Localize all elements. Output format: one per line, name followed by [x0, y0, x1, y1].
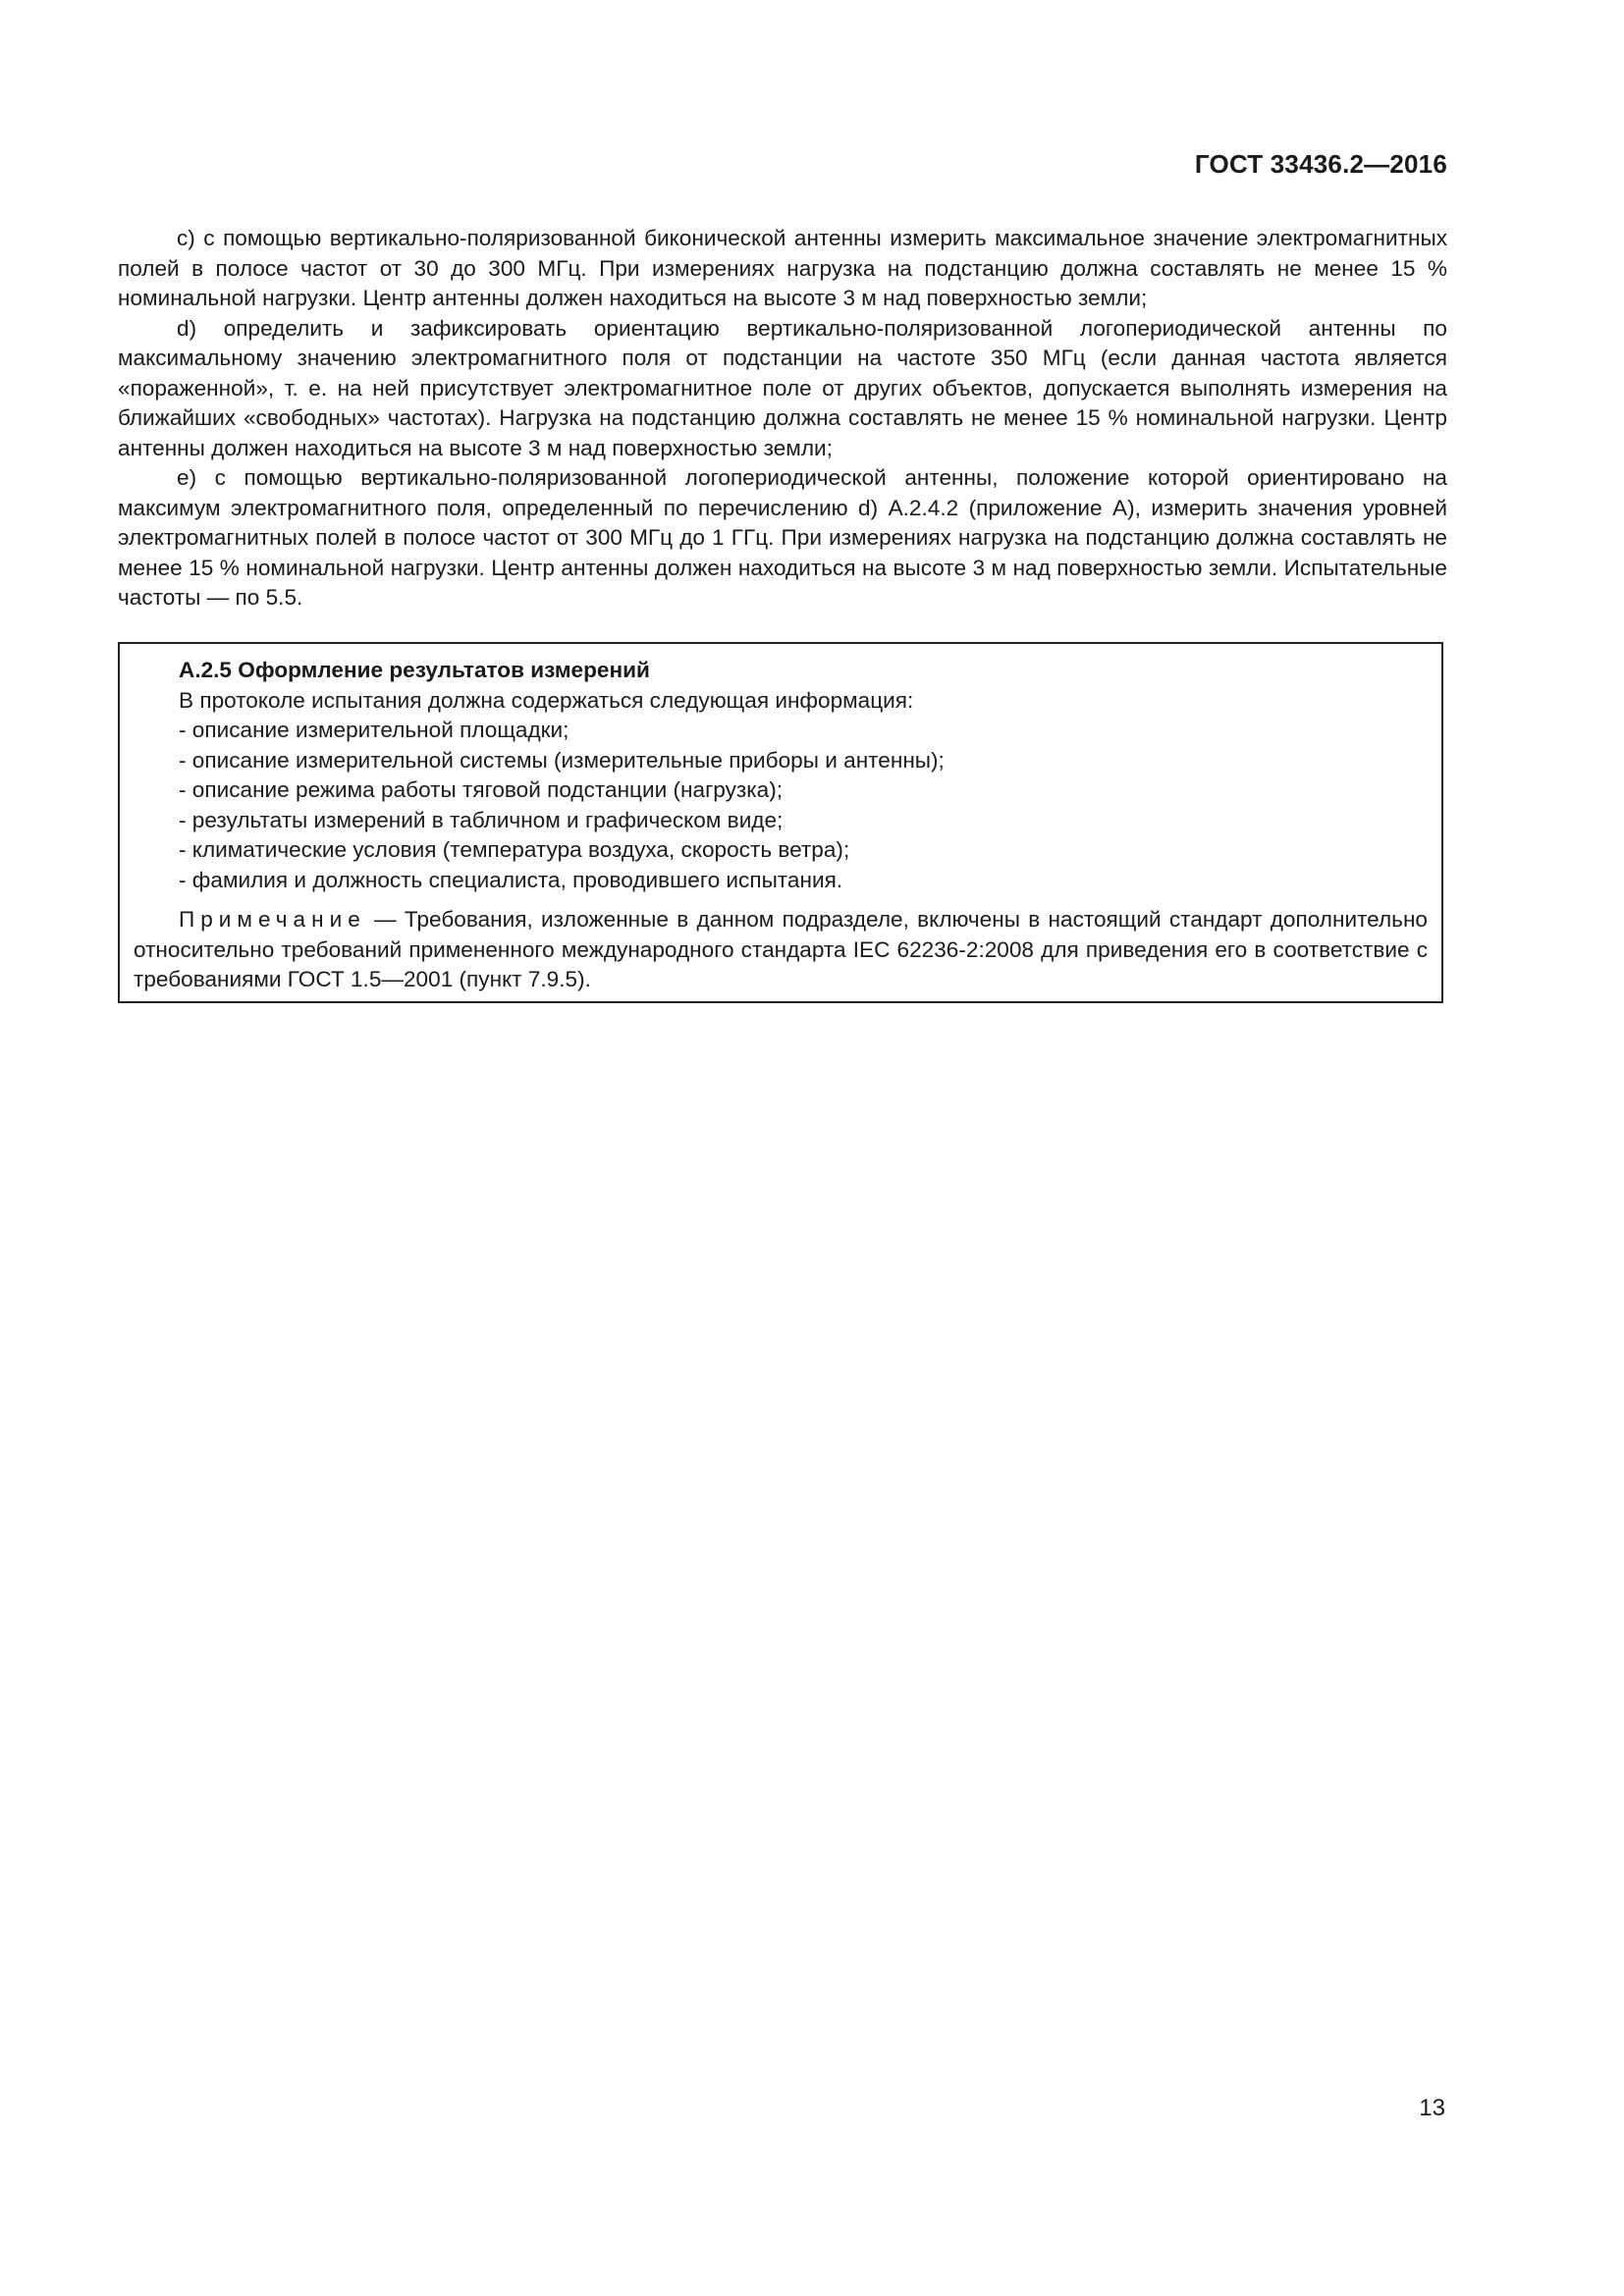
- boxed-section-a25: [118, 642, 1443, 1003]
- paragraph-c: с) с помощью вертикально-поляризованной биконической антенны измерить максимальное значение электромагнитных полей в полосе частот от 30 до 300 МГц. При измерениях нагрузка на подстанцию должна составлять не менее 15 % номинальной нагрузки. Центр антенны должен находиться на высоте 3 м над поверхностью земли;: [118, 226, 1447, 310]
- note-text: — Требования, изложенные в данном подразделе, включены в настоящий стандарт дополнительно относительно требований примененного международного стандарта IEC 62236-2:2008 для приведения его в соответствие с требованиями ГОСТ 1.5—2001 (пункт 7.9.5).: [134, 907, 1428, 991]
- note: [134, 905, 1428, 995]
- list-item: - описание измерительной площадки;: [179, 718, 569, 742]
- requirements-list: [179, 716, 1428, 895]
- body-text: [118, 224, 1447, 614]
- paragraph-e: е) с помощью вертикально-поляризованной логопериодической антенны, положение которой ориентировано на максимум электромагнитного поля, определенный по перечислению d) А.2.4.2 (приложение А), измерить значения уровней электромагнитных полей в полосе частот от 300 МГц до 1 ГГц. При измерениях нагрузка на подстанцию должна составлять не менее 15 % номинальной нагрузки. Центр антенны должен находиться на высоте 3 м над поверхностью земли. Испытательные частоты — по 5.5.: [118, 465, 1447, 610]
- document-header-id: ГОСТ 33436.2—2016: [1194, 149, 1447, 179]
- paragraph-d: d) определить и зафиксировать ориентацию вертикально-поляризованной логопериодической антенны по максимальному значению электромагнитного поля от подстанции на частоте 350 МГц (если данная частота является «пораженной», т. е. на ней присутствует электромагнитное поле от других объектов, допускается выполнять измерения на ближайших «свободных» частотах). Нагрузка на подстанцию должна составлять не менее 15 % номинальной нагрузки. Центр антенны должен находиться на высоте 3 м над поверхностью земли;: [118, 315, 1447, 460]
- section-title: А.2.5 Оформление результатов измерений: [179, 658, 650, 682]
- note-label: Примечание: [179, 907, 366, 932]
- section-intro: В протоколе испытания должна содержаться следующая информация:: [179, 687, 914, 713]
- page-number: 13: [1419, 2095, 1445, 2121]
- list-item: - климатические условия (температура воздуха, скорость ветра);: [179, 837, 850, 862]
- list-item: - фамилия и должность специалиста, проводившего испытания.: [179, 867, 843, 892]
- list-item: - описание измерительной системы (измерительные приборы и антенны);: [179, 747, 945, 773]
- list-item: - результаты измерений в табличном и графическом виде;: [179, 807, 784, 832]
- list-item: - описание режима работы тяговой подстанции (нагрузка);: [179, 777, 784, 802]
